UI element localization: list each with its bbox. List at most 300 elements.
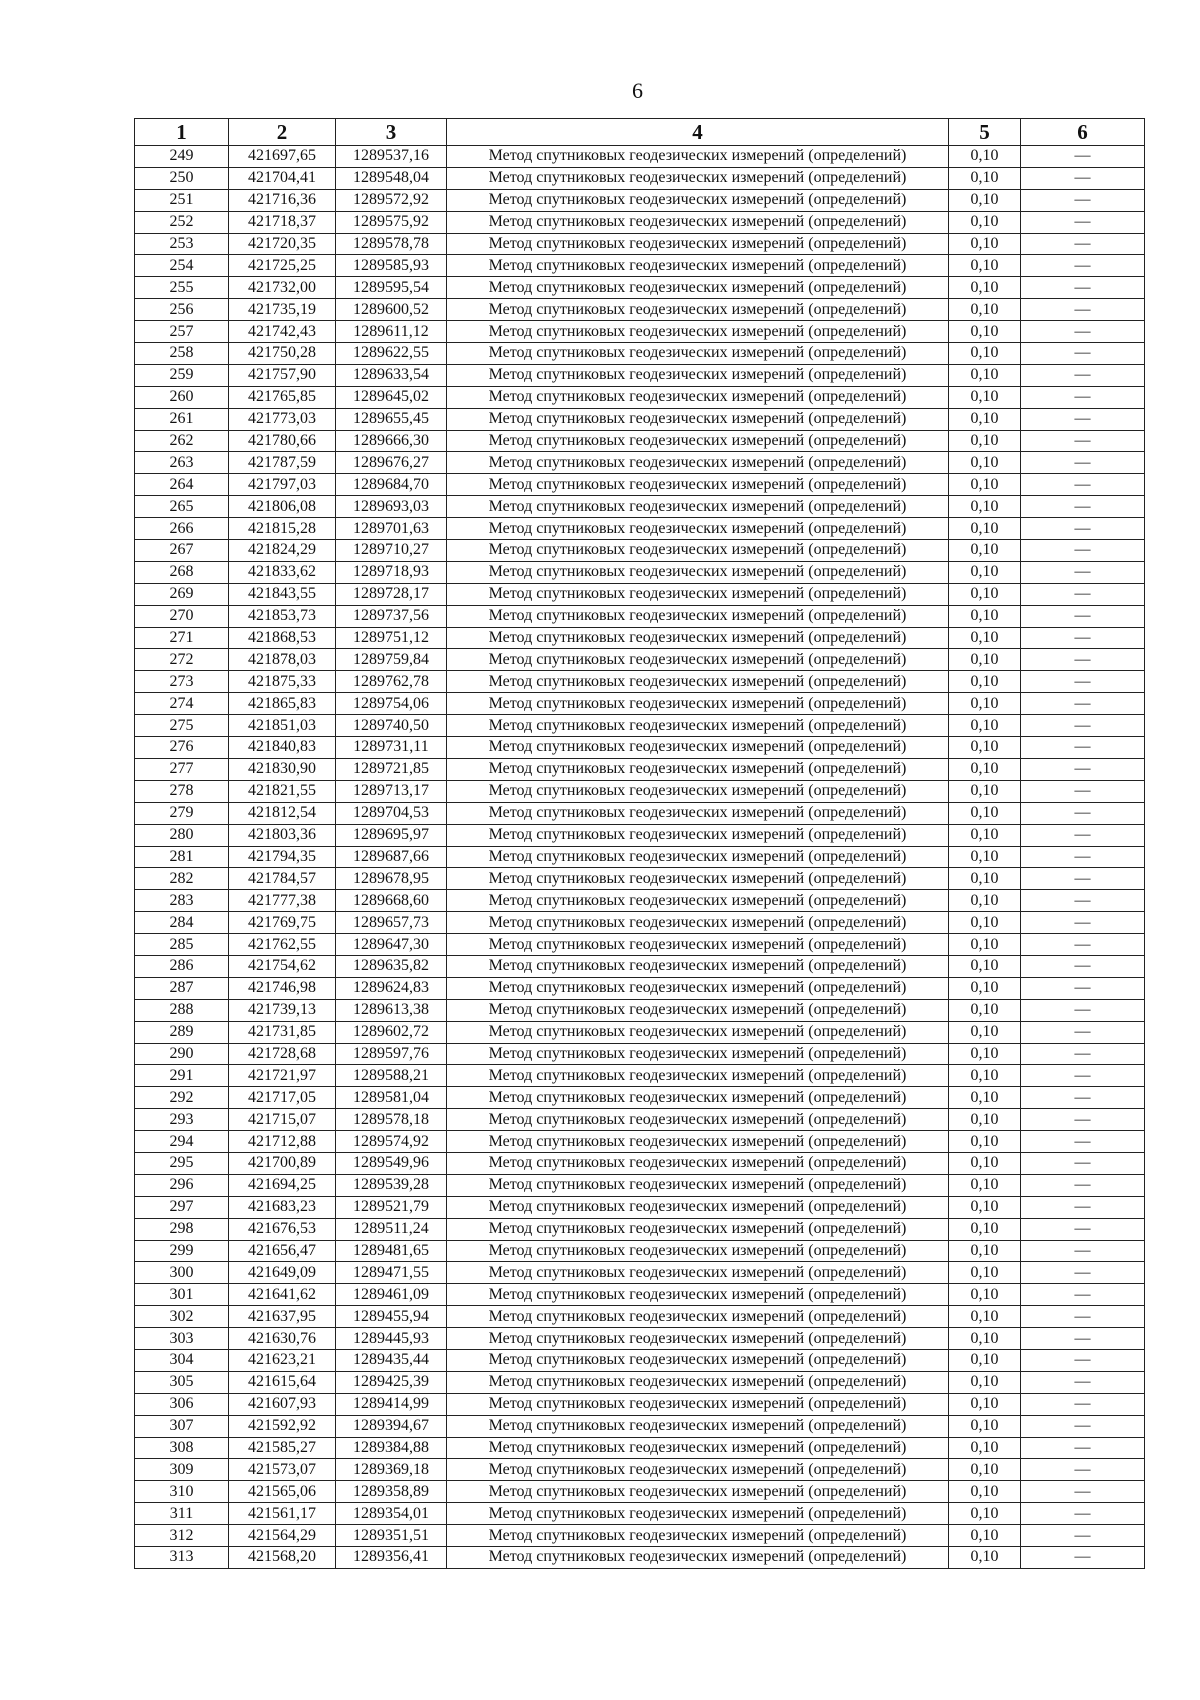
method-cell: Метод спутниковых геодезических измерений (определений) [447,977,949,999]
table-row [135,343,1145,365]
point-number-cell: 277 [135,758,229,780]
y-coordinate-cell: 1289585,93 [336,255,447,277]
point-number-cell: 250 [135,167,229,189]
y-coordinate-cell: 1289740,50 [336,715,447,737]
x-coordinate-cell: 421717,05 [229,1087,336,1109]
y-coordinate-cell: 1289572,92 [336,189,447,211]
method-cell: Метод спутниковых геодезических измерений (определений) [447,1065,949,1087]
table-row [135,780,1145,802]
y-coordinate-cell: 1289611,12 [336,321,447,343]
table-row [135,211,1145,233]
table-row [135,1240,1145,1262]
note-cell: — [1021,1371,1145,1393]
note-cell: — [1021,277,1145,299]
note-cell: — [1021,802,1145,824]
method-cell: Метод спутниковых геодезических измерений (определений) [447,1371,949,1393]
y-coordinate-cell: 1289425,39 [336,1371,447,1393]
table-row [135,364,1145,386]
accuracy-cell: 0,10 [949,1547,1021,1569]
x-coordinate-cell: 421561,17 [229,1503,336,1525]
note-cell: — [1021,1087,1145,1109]
point-number-cell: 263 [135,452,229,474]
table-row [135,299,1145,321]
point-number-cell: 273 [135,671,229,693]
point-number-cell: 280 [135,824,229,846]
method-cell: Метод спутниковых геодезических измерений (определений) [447,868,949,890]
table-row [135,1503,1145,1525]
accuracy-cell: 0,10 [949,561,1021,583]
note-cell: — [1021,824,1145,846]
x-coordinate-cell: 421565,06 [229,1481,336,1503]
accuracy-cell: 0,10 [949,649,1021,671]
note-cell: — [1021,1109,1145,1131]
y-coordinate-cell: 1289549,96 [336,1152,447,1174]
accuracy-cell: 0,10 [949,1437,1021,1459]
y-coordinate-cell: 1289693,03 [336,496,447,518]
accuracy-cell: 0,10 [949,321,1021,343]
point-number-cell: 255 [135,277,229,299]
x-coordinate-cell: 421728,68 [229,1043,336,1065]
accuracy-cell: 0,10 [949,1152,1021,1174]
table-row [135,1262,1145,1284]
point-number-cell: 264 [135,474,229,496]
x-coordinate-cell: 421637,95 [229,1306,336,1328]
accuracy-cell: 0,10 [949,233,1021,255]
table-row [135,868,1145,890]
y-coordinate-cell: 1289602,72 [336,1021,447,1043]
y-coordinate-cell: 1289511,24 [336,1218,447,1240]
y-coordinate-cell: 1289622,55 [336,343,447,365]
method-cell: Метод спутниковых геодезических измерений (определений) [447,999,949,1021]
table-row [135,1284,1145,1306]
x-coordinate-cell: 421806,08 [229,496,336,518]
y-coordinate-cell: 1289737,56 [336,605,447,627]
table-row [135,1547,1145,1569]
point-number-cell: 291 [135,1065,229,1087]
y-coordinate-cell: 1289759,84 [336,649,447,671]
note-cell: — [1021,1328,1145,1350]
table-row [135,277,1145,299]
table-row [135,1021,1145,1043]
y-coordinate-cell: 1289384,88 [336,1437,447,1459]
point-number-cell: 309 [135,1459,229,1481]
note-cell: — [1021,605,1145,627]
accuracy-cell: 0,10 [949,977,1021,999]
y-coordinate-cell: 1289613,38 [336,999,447,1021]
x-coordinate-cell: 421656,47 [229,1240,336,1262]
y-coordinate-cell: 1289351,51 [336,1525,447,1547]
accuracy-cell: 0,10 [949,1021,1021,1043]
point-number-cell: 287 [135,977,229,999]
x-coordinate-cell: 421769,75 [229,912,336,934]
point-number-cell: 274 [135,693,229,715]
x-coordinate-cell: 421592,92 [229,1415,336,1437]
x-coordinate-cell: 421649,09 [229,1262,336,1284]
accuracy-cell: 0,10 [949,474,1021,496]
accuracy-cell: 0,10 [949,693,1021,715]
note-cell: — [1021,1547,1145,1569]
x-coordinate-cell: 421833,62 [229,561,336,583]
accuracy-cell: 0,10 [949,671,1021,693]
x-coordinate-cell: 421742,43 [229,321,336,343]
point-number-cell: 282 [135,868,229,890]
method-cell: Метод спутниковых геодезических измерений (определений) [447,802,949,824]
x-coordinate-cell: 421878,03 [229,649,336,671]
note-cell: — [1021,934,1145,956]
y-coordinate-cell: 1289718,93 [336,561,447,583]
note-cell: — [1021,1218,1145,1240]
point-number-cell: 286 [135,955,229,977]
x-coordinate-cell: 421573,07 [229,1459,336,1481]
note-cell: — [1021,540,1145,562]
table-row [135,1087,1145,1109]
accuracy-cell: 0,10 [949,737,1021,759]
x-coordinate-cell: 421765,85 [229,386,336,408]
accuracy-cell: 0,10 [949,1218,1021,1240]
method-cell: Метод спутниковых геодезических измерений (определений) [447,408,949,430]
column-header: 1 [135,119,229,146]
y-coordinate-cell: 1289539,28 [336,1174,447,1196]
point-number-cell: 289 [135,1021,229,1043]
method-cell: Метод спутниковых геодезических измерений (определений) [447,452,949,474]
table-row [135,1174,1145,1196]
note-cell: — [1021,1174,1145,1196]
method-cell: Метод спутниковых геодезических измерений (определений) [447,715,949,737]
method-cell: Метод спутниковых геодезических измерений (определений) [447,1131,949,1153]
point-number-cell: 298 [135,1218,229,1240]
method-cell: Метод спутниковых геодезических измерений (определений) [447,299,949,321]
accuracy-cell: 0,10 [949,1087,1021,1109]
point-number-cell: 312 [135,1525,229,1547]
accuracy-cell: 0,10 [949,780,1021,802]
method-cell: Метод спутниковых геодезических измерений (определений) [447,627,949,649]
table-row [135,1218,1145,1240]
accuracy-cell: 0,10 [949,1328,1021,1350]
x-coordinate-cell: 421821,55 [229,780,336,802]
method-cell: Метод спутниковых геодезических измерений (определений) [447,233,949,255]
point-number-cell: 261 [135,408,229,430]
method-cell: Метод спутниковых геодезических измерений (определений) [447,1306,949,1328]
point-number-cell: 296 [135,1174,229,1196]
table-row [135,1196,1145,1218]
table-row [135,1328,1145,1350]
point-number-cell: 299 [135,1240,229,1262]
x-coordinate-cell: 421853,73 [229,605,336,627]
accuracy-cell: 0,10 [949,605,1021,627]
y-coordinate-cell: 1289581,04 [336,1087,447,1109]
point-number-cell: 253 [135,233,229,255]
table-row [135,430,1145,452]
method-cell: Метод спутниковых геодезических измерений (определений) [447,1525,949,1547]
y-coordinate-cell: 1289354,01 [336,1503,447,1525]
method-cell: Метод спутниковых геодезических измерений (определений) [447,540,949,562]
point-number-cell: 260 [135,386,229,408]
x-coordinate-cell: 421731,85 [229,1021,336,1043]
table-row [135,1152,1145,1174]
point-number-cell: 311 [135,1503,229,1525]
y-coordinate-cell: 1289713,17 [336,780,447,802]
y-coordinate-cell: 1289678,95 [336,868,447,890]
method-cell: Метод спутниковых геодезических измерений (определений) [447,605,949,627]
point-number-cell: 275 [135,715,229,737]
note-cell: — [1021,758,1145,780]
note-cell: — [1021,999,1145,1021]
x-coordinate-cell: 421746,98 [229,977,336,999]
accuracy-cell: 0,10 [949,1174,1021,1196]
table-row [135,627,1145,649]
point-number-cell: 257 [135,321,229,343]
x-coordinate-cell: 421735,19 [229,299,336,321]
point-number-cell: 283 [135,890,229,912]
accuracy-cell: 0,10 [949,1481,1021,1503]
method-cell: Метод спутниковых геодезических измерений (определений) [447,518,949,540]
table-row [135,1349,1145,1371]
note-cell: — [1021,1437,1145,1459]
note-cell: — [1021,1459,1145,1481]
y-coordinate-cell: 1289701,63 [336,518,447,540]
accuracy-cell: 0,10 [949,1393,1021,1415]
accuracy-cell: 0,10 [949,1109,1021,1131]
table-row [135,1065,1145,1087]
point-number-cell: 293 [135,1109,229,1131]
point-number-cell: 270 [135,605,229,627]
point-number-cell: 295 [135,1152,229,1174]
accuracy-cell: 0,10 [949,146,1021,168]
method-cell: Метод спутниковых геодезических измерений (определений) [447,255,949,277]
note-cell: — [1021,671,1145,693]
x-coordinate-cell: 421750,28 [229,343,336,365]
method-cell: Метод спутниковых геодезических измерений (определений) [447,649,949,671]
method-cell: Метод спутниковых геодезических измерений (определений) [447,277,949,299]
method-cell: Метод спутниковых геодезических измерений (определений) [447,1481,949,1503]
y-coordinate-cell: 1289710,27 [336,540,447,562]
y-coordinate-cell: 1289668,60 [336,890,447,912]
point-number-cell: 271 [135,627,229,649]
x-coordinate-cell: 421585,27 [229,1437,336,1459]
point-number-cell: 297 [135,1196,229,1218]
accuracy-cell: 0,10 [949,802,1021,824]
y-coordinate-cell: 1289728,17 [336,583,447,605]
note-cell: — [1021,321,1145,343]
table-row [135,846,1145,868]
x-coordinate-cell: 421697,65 [229,146,336,168]
point-number-cell: 258 [135,343,229,365]
note-cell: — [1021,474,1145,496]
table-row [135,1415,1145,1437]
x-coordinate-cell: 421718,37 [229,211,336,233]
note-cell: — [1021,430,1145,452]
note-cell: — [1021,1503,1145,1525]
table-row [135,1437,1145,1459]
y-coordinate-cell: 1289394,67 [336,1415,447,1437]
table-row [135,758,1145,780]
point-number-cell: 308 [135,1437,229,1459]
accuracy-cell: 0,10 [949,1349,1021,1371]
table-row [135,977,1145,999]
point-number-cell: 292 [135,1087,229,1109]
note-cell: — [1021,1525,1145,1547]
accuracy-cell: 0,10 [949,824,1021,846]
accuracy-cell: 0,10 [949,890,1021,912]
accuracy-cell: 0,10 [949,540,1021,562]
method-cell: Метод спутниковых геодезических измерений (определений) [447,1087,949,1109]
table-row [135,605,1145,627]
x-coordinate-cell: 421840,83 [229,737,336,759]
accuracy-cell: 0,10 [949,211,1021,233]
note-cell: — [1021,496,1145,518]
method-cell: Метод спутниковых геодезических измерений (определений) [447,430,949,452]
table-row [135,934,1145,956]
table-row [135,824,1145,846]
column-header: 3 [336,119,447,146]
table-row [135,452,1145,474]
method-cell: Метод спутниковых геодезических измерений (определений) [447,474,949,496]
note-cell: — [1021,189,1145,211]
note-cell: — [1021,1065,1145,1087]
method-cell: Метод спутниковых геодезических измерений (определений) [447,1547,949,1569]
method-cell: Метод спутниковых геодезических измерений (определений) [447,189,949,211]
method-cell: Метод спутниковых геодезических измерений (определений) [447,1174,949,1196]
method-cell: Метод спутниковых геодезических измерений (определений) [447,1240,949,1262]
method-cell: Метод спутниковых геодезических измерений (определений) [447,583,949,605]
point-number-cell: 313 [135,1547,229,1569]
y-coordinate-cell: 1289655,45 [336,408,447,430]
point-number-cell: 284 [135,912,229,934]
point-number-cell: 310 [135,1481,229,1503]
note-cell: — [1021,737,1145,759]
x-coordinate-cell: 421607,93 [229,1393,336,1415]
point-number-cell: 301 [135,1284,229,1306]
table-row [135,1481,1145,1503]
accuracy-cell: 0,10 [949,999,1021,1021]
point-number-cell: 306 [135,1393,229,1415]
table-row [135,671,1145,693]
y-coordinate-cell: 1289575,92 [336,211,447,233]
method-cell: Метод спутниковых геодезических измерений (определений) [447,1218,949,1240]
table-row [135,540,1145,562]
note-cell: — [1021,364,1145,386]
note-cell: — [1021,146,1145,168]
method-cell: Метод спутниковых геодезических измерений (определений) [447,934,949,956]
accuracy-cell: 0,10 [949,518,1021,540]
method-cell: Метод спутниковых геодезических измерений (определений) [447,1393,949,1415]
note-cell: — [1021,1284,1145,1306]
point-number-cell: 256 [135,299,229,321]
x-coordinate-cell: 421803,36 [229,824,336,846]
note-cell: — [1021,408,1145,430]
accuracy-cell: 0,10 [949,1284,1021,1306]
method-cell: Метод спутниковых геодезических измерений (определений) [447,693,949,715]
table-row [135,1109,1145,1131]
note-cell: — [1021,780,1145,802]
table-row [135,912,1145,934]
table-row [135,146,1145,168]
note-cell: — [1021,912,1145,934]
point-number-cell: 302 [135,1306,229,1328]
table-row [135,693,1145,715]
x-coordinate-cell: 421784,57 [229,868,336,890]
method-cell: Метод спутниковых геодезических измерений (определений) [447,780,949,802]
table-body [135,146,1145,1569]
accuracy-cell: 0,10 [949,1306,1021,1328]
method-cell: Метод спутниковых геодезических измерений (определений) [447,758,949,780]
y-coordinate-cell: 1289762,78 [336,671,447,693]
x-coordinate-cell: 421824,29 [229,540,336,562]
x-coordinate-cell: 421694,25 [229,1174,336,1196]
accuracy-cell: 0,10 [949,955,1021,977]
method-cell: Метод спутниковых геодезических измерений (определений) [447,1415,949,1437]
table-row [135,649,1145,671]
x-coordinate-cell: 421721,97 [229,1065,336,1087]
y-coordinate-cell: 1289600,52 [336,299,447,321]
point-number-cell: 266 [135,518,229,540]
table-row [135,474,1145,496]
point-number-cell: 268 [135,561,229,583]
x-coordinate-cell: 421676,53 [229,1218,336,1240]
method-cell: Метод спутниковых геодезических измерений (определений) [447,386,949,408]
accuracy-cell: 0,10 [949,846,1021,868]
x-coordinate-cell: 421683,23 [229,1196,336,1218]
note-cell: — [1021,693,1145,715]
x-coordinate-cell: 421868,53 [229,627,336,649]
note-cell: — [1021,1240,1145,1262]
note-cell: — [1021,1043,1145,1065]
table-row [135,561,1145,583]
point-number-cell: 281 [135,846,229,868]
y-coordinate-cell: 1289537,16 [336,146,447,168]
y-coordinate-cell: 1289687,66 [336,846,447,868]
point-number-cell: 285 [135,934,229,956]
y-coordinate-cell: 1289635,82 [336,955,447,977]
method-cell: Метод спутниковых геодезических измерений (определений) [447,1109,949,1131]
note-cell: — [1021,1131,1145,1153]
y-coordinate-cell: 1289578,18 [336,1109,447,1131]
x-coordinate-cell: 421797,03 [229,474,336,496]
method-cell: Метод спутниковых геодезических измерений (определений) [447,1262,949,1284]
point-number-cell: 305 [135,1371,229,1393]
method-cell: Метод спутниковых геодезических измерений (определений) [447,146,949,168]
point-number-cell: 254 [135,255,229,277]
x-coordinate-cell: 421725,25 [229,255,336,277]
x-coordinate-cell: 421780,66 [229,430,336,452]
note-cell: — [1021,386,1145,408]
x-coordinate-cell: 421712,88 [229,1131,336,1153]
point-number-cell: 303 [135,1328,229,1350]
method-cell: Метод спутниковых геодезических измерений (определений) [447,1284,949,1306]
method-cell: Метод спутниковых геодезических измерений (определений) [447,890,949,912]
point-number-cell: 249 [135,146,229,168]
table-row [135,1525,1145,1547]
y-coordinate-cell: 1289445,93 [336,1328,447,1350]
note-cell: — [1021,649,1145,671]
x-coordinate-cell: 421564,29 [229,1525,336,1547]
table-row [135,1393,1145,1415]
x-coordinate-cell: 421700,89 [229,1152,336,1174]
point-number-cell: 278 [135,780,229,802]
note-cell: — [1021,1152,1145,1174]
method-cell: Метод спутниковых геодезических измерений (определений) [447,1196,949,1218]
y-coordinate-cell: 1289657,73 [336,912,447,934]
point-number-cell: 294 [135,1131,229,1153]
x-coordinate-cell: 421787,59 [229,452,336,474]
method-cell: Метод спутниковых геодезических измерений (определений) [447,824,949,846]
table-row [135,233,1145,255]
accuracy-cell: 0,10 [949,364,1021,386]
x-coordinate-cell: 421623,21 [229,1349,336,1371]
table-row [135,255,1145,277]
coordinates-table [134,118,1145,1569]
y-coordinate-cell: 1289578,78 [336,233,447,255]
